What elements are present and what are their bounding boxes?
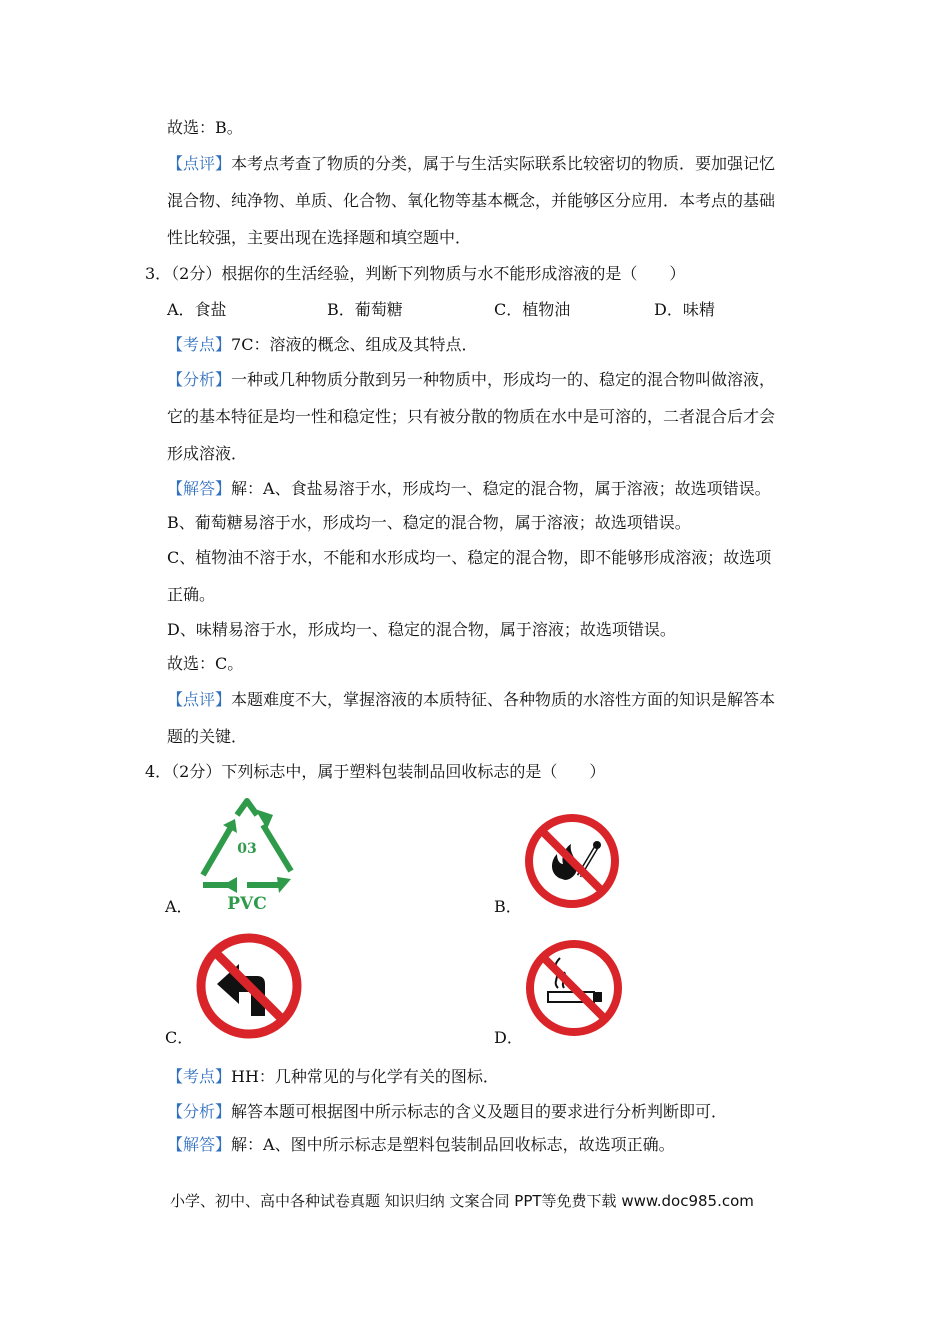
- q4-option-b-label: B．: [494, 897, 522, 916]
- knowledge-tag: 【考点】: [167, 1067, 232, 1086]
- comment-tag: 【点评】: [167, 154, 232, 173]
- q3-option-a: A．食盐: [167, 300, 227, 319]
- solution-paragraph: [167, 478, 771, 500]
- question-3: 3．（2分）根据你的生活经验，判断下列物质与水不能形成溶液的是（ ）: [145, 264, 686, 283]
- q4-option-c-label: C．: [165, 1028, 194, 1047]
- recycle-material-text: PVC: [227, 894, 267, 913]
- knowledge-tag: 【考点】: [167, 335, 232, 354]
- comment-text: 本考点考查了物质的分类，属于与生活实际联系比较密切的物质．要加强记忆: [231, 154, 776, 173]
- analysis-line: 形成溶液．: [167, 444, 248, 463]
- analysis-text: 解答本题可根据图中所示标志的含义及题目的要求进行分析判断即可．: [231, 1102, 728, 1121]
- solution-line: 正确。: [167, 585, 216, 604]
- comment-line: 性比较强，主要出现在选择题和填空题中．: [167, 228, 472, 247]
- solution-text: 解：A、图中所示标志是塑料包装制品回收标志，故选项正确。: [231, 1135, 675, 1154]
- analysis-tag: 【分析】: [167, 370, 232, 389]
- no-smoking-icon: [524, 938, 624, 1038]
- comment-tag: 【点评】: [167, 690, 232, 709]
- q4-option-a-label: A．: [165, 897, 193, 916]
- knowledge-point: [167, 334, 477, 356]
- page-footer: 小学、初中、高中各种试卷真题 知识归纳 文案合同 PPT等免费下载 www.doc985.com: [170, 1192, 754, 1210]
- comment-text: 本题难度不大，掌握溶液的本质特征、各种物质的水溶性方面的知识是解答本: [231, 690, 776, 709]
- knowledge-text: HH：几种常见的与化学有关的图标．: [231, 1067, 499, 1086]
- knowledge-text: 7C：溶液的概念、组成及其特点．: [231, 335, 478, 354]
- solution-line: D、味精易溶于水，形成均一、稳定的混合物，属于溶液；故选项错误。: [167, 620, 676, 639]
- solution-paragraph: [167, 1134, 675, 1156]
- q4-option-d-label: D．: [494, 1028, 523, 1047]
- recycle-code-text: 03: [237, 841, 257, 857]
- q3-option-c: C．植物油: [494, 300, 571, 319]
- solution-text: 解：A、食盐易溶于水，形成均一、稳定的混合物，属于溶液；故选项错误。: [231, 479, 771, 498]
- q3-option-b: B．葡萄糖: [327, 300, 403, 319]
- analysis-line: 它的基本特征是均一性和稳定性；只有被分散的物质在水中是可溶的，二者混合后才会: [167, 407, 776, 426]
- answer-line: 故选：C。: [167, 654, 244, 673]
- analysis-paragraph: [167, 1101, 727, 1123]
- comment-line: 题的关键．: [167, 727, 248, 746]
- solution-line: B、葡萄糖易溶于水，形成均一、稳定的混合物，属于溶液；故选项错误。: [167, 513, 691, 532]
- comment-paragraph: [167, 153, 775, 175]
- recycling-pvc-icon: [193, 795, 301, 913]
- analysis-text: 一种或几种物质分散到另一种物质中，形成均一的、稳定的混合物叫做溶液，: [231, 370, 776, 389]
- comment-line: 混合物、纯净物、单质、化合物、氧化物等基本概念，并能够区分应用．本考点的基础: [167, 191, 776, 210]
- solution-tag: 【解答】: [167, 479, 232, 498]
- question-4: 4．（2分）下列标志中，属于塑料包装制品回收标志的是（ ）: [145, 762, 606, 781]
- solution-line: C、植物油不溶于水，不能和水形成均一、稳定的混合物，即不能够形成溶液；故选项: [167, 548, 772, 567]
- no-fire-icon: [523, 812, 621, 910]
- comment-paragraph: [167, 689, 775, 711]
- knowledge-point: [167, 1066, 499, 1088]
- analysis-paragraph: [167, 369, 775, 391]
- solution-tag: 【解答】: [167, 1135, 232, 1154]
- answer-line: 故选：B。: [167, 118, 243, 137]
- analysis-tag: 【分析】: [167, 1102, 232, 1121]
- no-left-turn-icon: [195, 932, 303, 1040]
- q3-option-d: D．味精: [654, 300, 715, 319]
